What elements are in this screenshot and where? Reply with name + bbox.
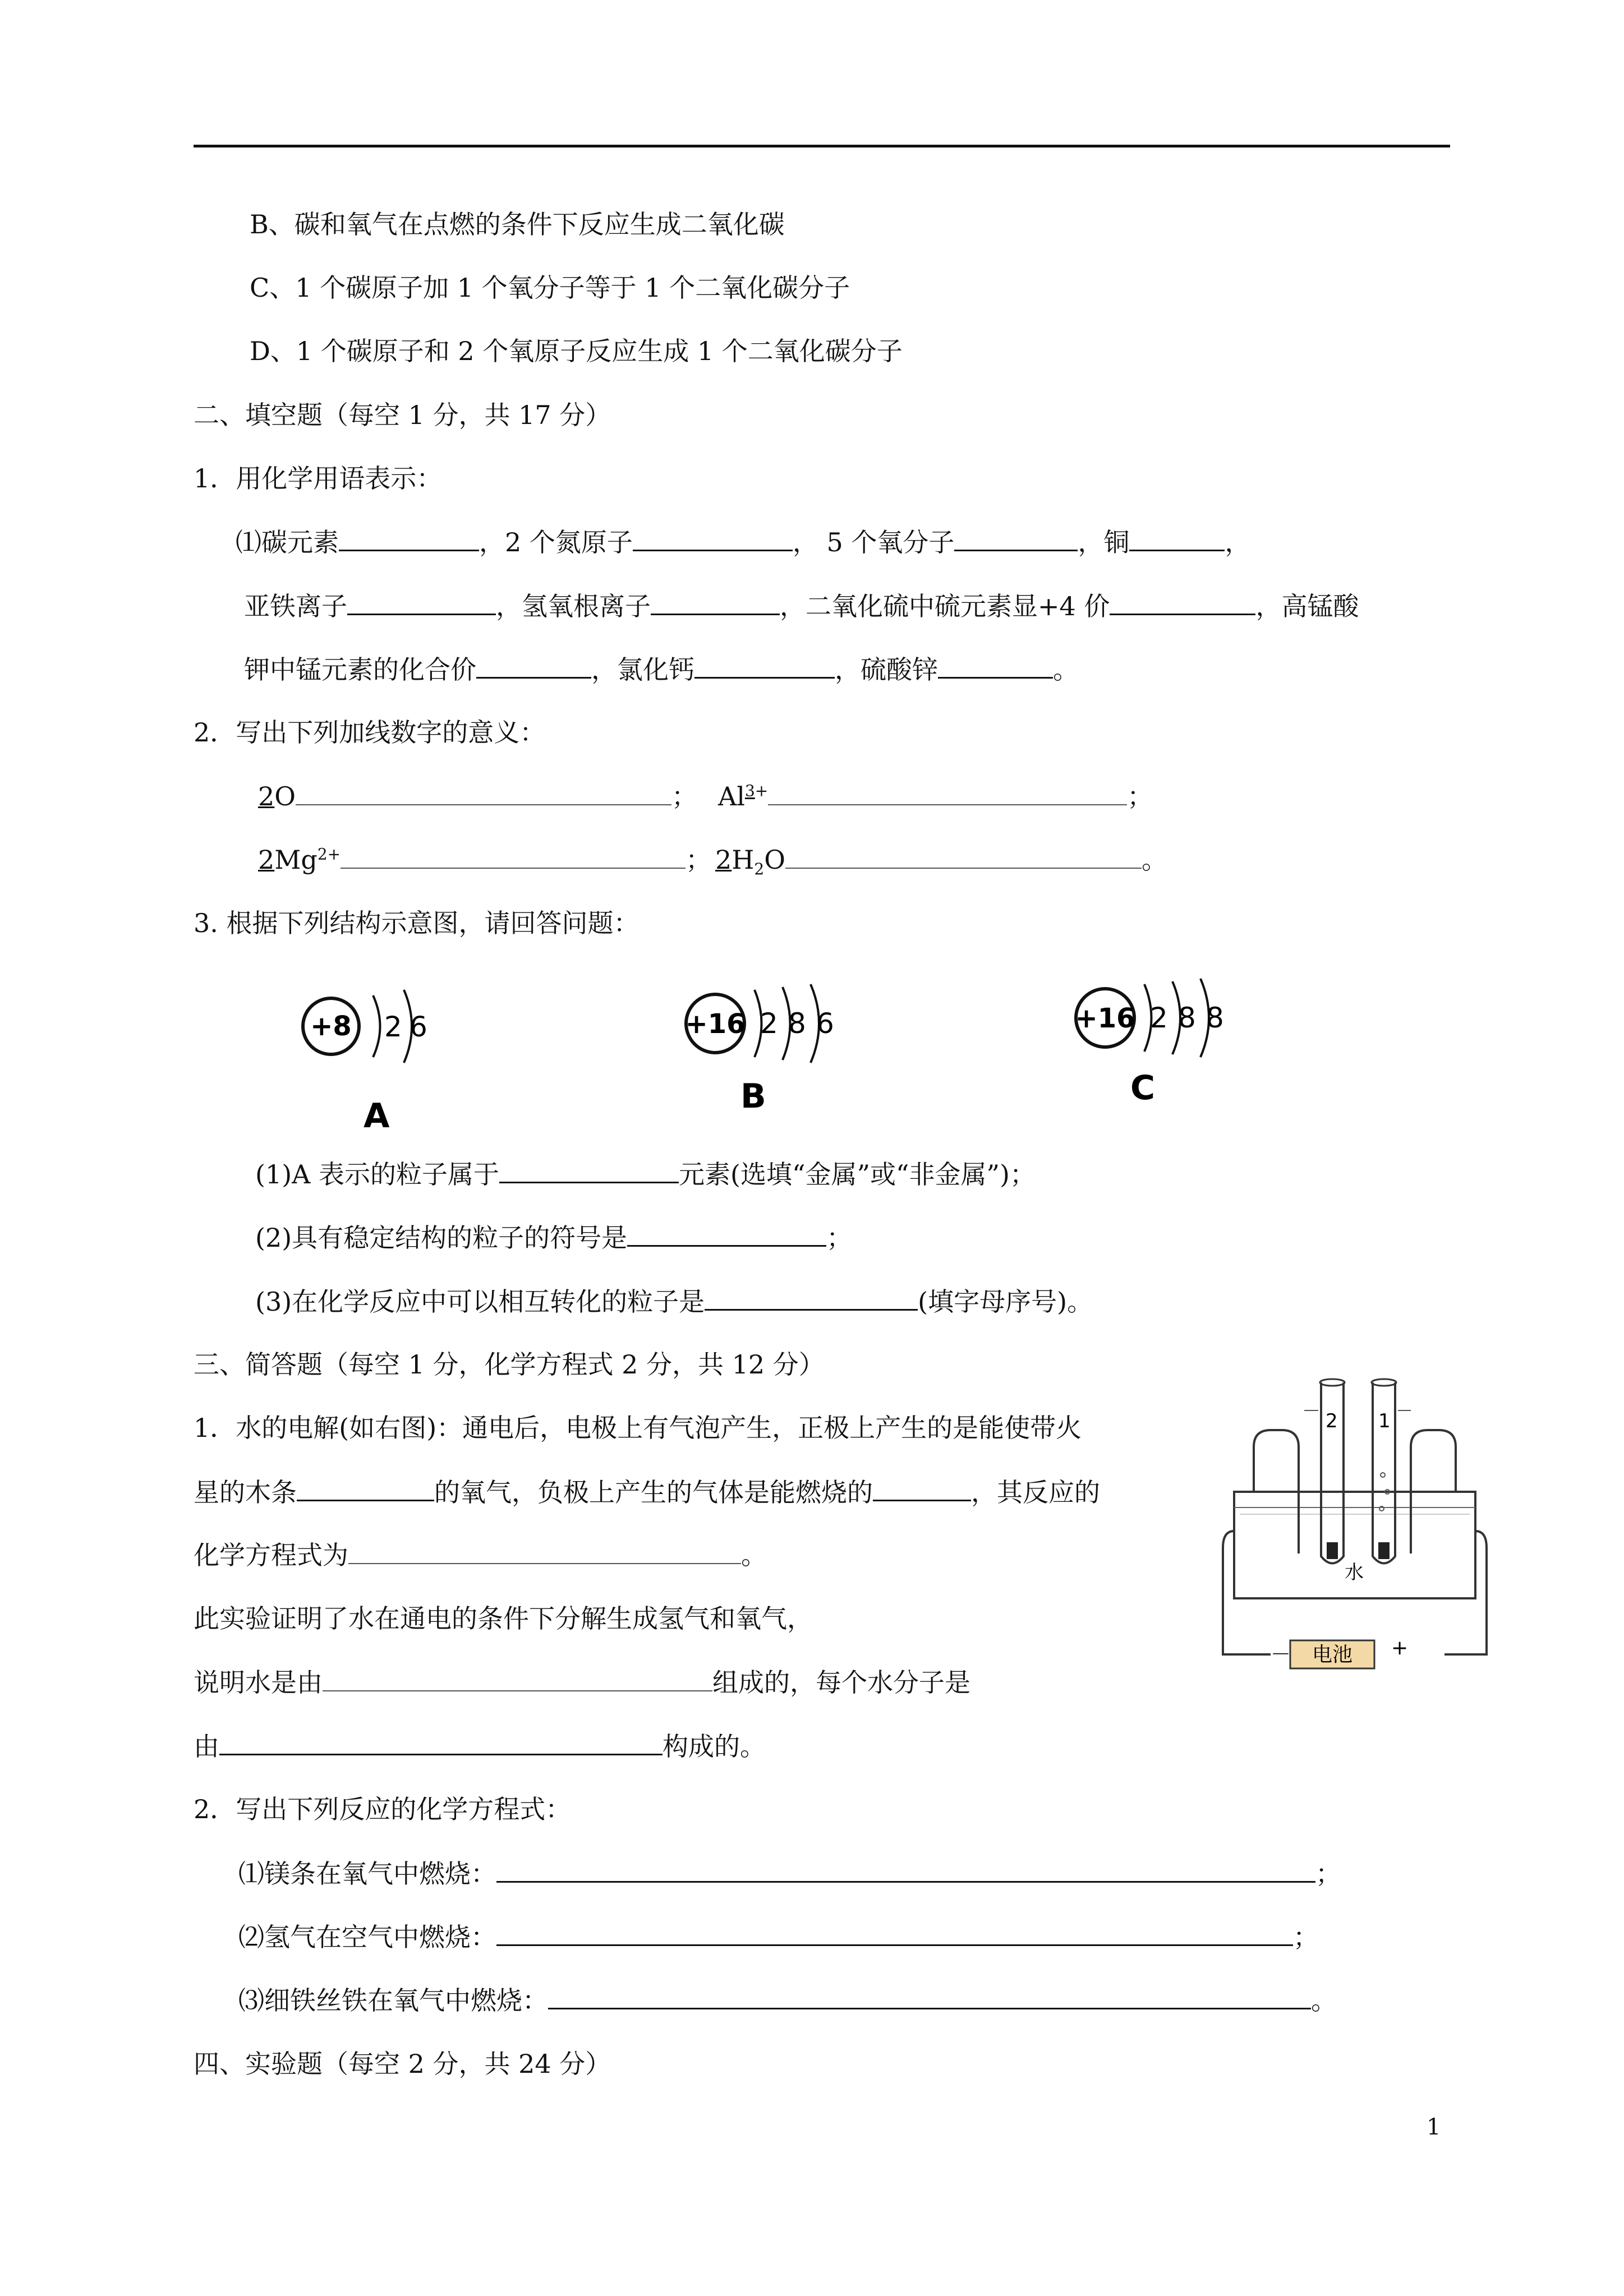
electrolysis-apparatus	[1214, 1363, 1495, 1682]
q1-row2	[244, 589, 1359, 623]
shell-electrons: 8	[1206, 1002, 1224, 1034]
answer-blank[interactable]	[499, 1157, 679, 1183]
q3-sub2	[255, 1220, 852, 1255]
formula-text: Mg	[274, 845, 318, 875]
atom-diagram-b	[685, 984, 834, 1116]
shell-electrons: 6	[410, 1011, 427, 1043]
s3q1-text: 。	[741, 1540, 767, 1570]
punctuation: ；	[671, 781, 697, 812]
charge-sign: +	[755, 781, 769, 800]
q1-text: 亚铁离子	[244, 591, 347, 621]
answer-blank[interactable]	[348, 1538, 741, 1564]
answer-blank[interactable]	[323, 1666, 712, 1691]
section2-heading: 二、填空题（每空 1 分，共 17 分）	[194, 400, 611, 430]
option-c: C、1 个碳原子加 1 个氧分子等于 1 个二氧化碳分子	[250, 273, 850, 303]
s3q1-line2	[194, 1475, 1100, 1509]
reaction-1	[238, 1856, 1341, 1891]
atom-diagram-a	[303, 990, 427, 1136]
q1-title: 1．用化学用语表示：	[194, 463, 443, 494]
q1-text: ，铜	[1078, 527, 1130, 557]
nucleus-charge: +8	[310, 1011, 352, 1042]
q3-text: (2)具有稳定结构的粒子的符号是	[255, 1223, 628, 1253]
shell-electrons: 2	[384, 1011, 402, 1043]
s3q1-text: 组成的，每个水分子是	[712, 1667, 970, 1698]
underlined-digit: 2	[715, 845, 732, 875]
reaction-2	[238, 1920, 1319, 1954]
punctuation: ；	[1127, 781, 1153, 812]
s3q1-text: ，其反应的	[971, 1477, 1100, 1507]
answer-blank[interactable]	[341, 843, 686, 869]
answer-blank[interactable]	[938, 652, 1053, 679]
s3q1-line5	[194, 1666, 970, 1699]
underlined-digit: 2	[258, 781, 275, 812]
answer-blank[interactable]	[627, 1220, 826, 1247]
test-tube-left	[1320, 1379, 1345, 1564]
s3q1-text: 说明水是由	[194, 1667, 323, 1698]
answer-blank[interactable]	[296, 780, 671, 805]
answer-blank[interactable]	[651, 589, 780, 615]
diagram-label: C	[1130, 1068, 1156, 1108]
option-d: D、1 个碳原子和 2 个氧原子反应生成 1 个二氧化碳分子	[250, 336, 903, 366]
punctuation: 。	[1141, 845, 1167, 875]
header-rule	[194, 145, 1450, 147]
q1-row1	[236, 525, 1250, 559]
q2-item-al	[718, 780, 1153, 813]
s3q1-line1: 1．水的电解(如右图)：通电后，电极上有气泡产生，正极上产生的是能使带火	[194, 1413, 1082, 1443]
punctuation: ；	[686, 845, 712, 875]
s3q1-text: 构成的。	[663, 1731, 766, 1762]
q3-text: (1)A 表示的粒子属于	[255, 1159, 500, 1190]
answer-blank[interactable]	[219, 1729, 663, 1755]
page-number: 1	[1427, 2114, 1441, 2140]
s3q1-line4: 此实验证明了水在通电的条件下分解生成氢气和氧气，	[194, 1603, 813, 1634]
answer-blank[interactable]	[705, 1284, 918, 1311]
water-label: 水	[1345, 1561, 1364, 1584]
shell-electrons: 6	[816, 1007, 834, 1040]
answer-blank[interactable]	[297, 1475, 434, 1501]
s3q1-text: 星的木条	[194, 1477, 297, 1507]
battery-label: 电池	[1312, 1643, 1353, 1666]
wire-bottom-left	[1223, 1548, 1271, 1654]
answer-blank[interactable]	[768, 780, 1127, 805]
s3q1-line6	[194, 1729, 766, 1763]
tube-number: 1	[1378, 1410, 1391, 1432]
answer-blank[interactable]	[476, 652, 591, 679]
q1-text: ， 5 个氧分子	[792, 527, 955, 557]
q3-title: 3. 根据下列结构示意图，请回答问题：	[194, 908, 640, 938]
shell-electrons: 2	[760, 1007, 778, 1040]
formula-text: H	[732, 845, 755, 875]
battery	[1271, 1636, 1408, 1668]
answer-blank[interactable]	[954, 525, 1078, 551]
section4-heading: 四、实验题（每空 2 分，共 24 分）	[194, 2049, 611, 2079]
charge-superscript: 2+	[317, 845, 341, 864]
q1-text: ，	[1225, 527, 1251, 557]
nucleus-charge: +16	[1075, 1003, 1135, 1034]
underlined-digit: 2	[258, 845, 275, 875]
s3q1-text: 由	[194, 1731, 219, 1762]
atom-diagram-c	[1075, 979, 1223, 1108]
q1-row3	[244, 652, 1079, 686]
nucleus-charge: +16	[685, 1008, 746, 1040]
minus-sign: －	[1271, 1643, 1291, 1666]
option-b: B、碳和氧气在点燃的条件下反应生成二氧化碳	[250, 209, 785, 239]
answer-blank[interactable]	[347, 589, 496, 615]
q3-text: ；	[826, 1223, 853, 1253]
s3q2-title: 2．写出下列反应的化学方程式：	[194, 1794, 572, 1824]
reaction-text: ⑶细铁丝铁在氧气中燃烧：	[238, 1985, 548, 2016]
q2-title: 2．写出下列加线数字的意义：	[194, 717, 546, 748]
answer-blank[interactable]	[496, 1856, 1315, 1883]
q1-text: ，高锰酸	[1255, 591, 1359, 621]
punctuation: ；	[1293, 1922, 1319, 1952]
shell-electrons: 8	[1178, 1002, 1196, 1034]
answer-blank[interactable]	[694, 652, 835, 679]
diagram-label: B	[740, 1077, 766, 1116]
answer-blank[interactable]	[1110, 589, 1255, 615]
q2-item-2mg	[258, 843, 711, 877]
q1-text: ，氢氧根离子	[496, 591, 651, 621]
q3-text: (填字母序号)。	[918, 1287, 1093, 1317]
shell-electrons: 8	[788, 1007, 806, 1040]
q2-item-2h2o	[715, 843, 1167, 877]
q1-text: ⑴碳元素	[236, 527, 339, 557]
subscript: 2	[754, 860, 765, 879]
formula-text: O	[764, 845, 785, 875]
answer-blank[interactable]	[873, 1475, 971, 1501]
test-tube-right	[1372, 1379, 1396, 1564]
q3-sub3	[255, 1284, 1093, 1318]
reaction-3	[238, 1983, 1337, 2017]
wire-bottom-right	[1444, 1548, 1487, 1654]
shell-electrons: 2	[1150, 1002, 1168, 1034]
answer-blank[interactable]	[548, 1983, 1311, 2009]
q1-text: ，2 个氮原子	[479, 527, 633, 557]
formula-text: Al	[718, 781, 745, 812]
punctuation: ；	[1315, 1859, 1341, 1889]
atom-structure-diagrams	[292, 965, 1279, 1144]
punctuation: 。	[1311, 1985, 1337, 2016]
q1-text: ，硫酸锌	[835, 654, 938, 685]
q3-text: (3)在化学反应中可以相互转化的粒子是	[255, 1287, 705, 1317]
s3q1-text: 化学方程式为	[194, 1540, 348, 1570]
q1-text: 。	[1053, 654, 1079, 685]
answer-blank[interactable]	[633, 525, 793, 551]
answer-blank[interactable]	[785, 843, 1142, 869]
answer-blank[interactable]	[339, 525, 479, 551]
q2-item-2o	[258, 780, 697, 813]
answer-blank[interactable]	[1129, 525, 1225, 551]
s3q1-line3	[194, 1538, 767, 1572]
q1-text: 钾中锰元素的化合价	[244, 654, 476, 685]
answer-blank[interactable]	[496, 1920, 1293, 1946]
q3-sub1	[255, 1157, 1036, 1191]
reaction-text: ⑵氢气在空气中燃烧：	[238, 1922, 496, 1952]
reaction-text: ⑴镁条在氧气中燃烧：	[238, 1859, 496, 1889]
section3-heading: 三、简答题（每空 1 分，化学方程式 2 分，共 12 分）	[194, 1349, 825, 1380]
diagram-label: A	[364, 1096, 390, 1136]
q1-text: ，二氧化硫中硫元素显+4 价	[780, 591, 1110, 621]
q1-text: ，氯化钙	[591, 654, 694, 685]
plus-sign: +	[1391, 1636, 1409, 1659]
underlined-digit: 3	[744, 781, 755, 800]
q3-text: 元素(选填“金属”或“非金属”)；	[679, 1159, 1036, 1190]
formula-text: O	[274, 781, 296, 812]
tube-number: 2	[1326, 1410, 1338, 1432]
s3q1-text: 的氧气，负极上产生的气体是能燃烧的	[434, 1477, 873, 1507]
